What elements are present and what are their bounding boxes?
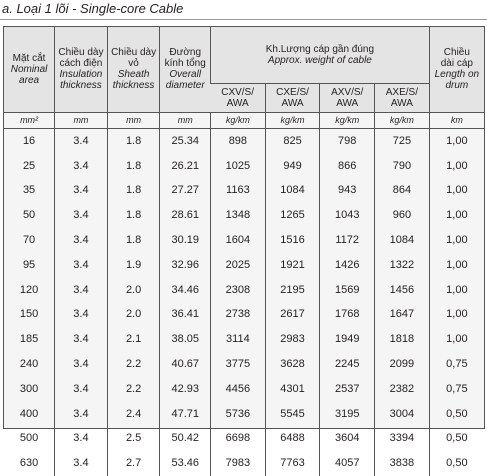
table-row (4, 128, 484, 153)
table-cell: 3.4 (55, 128, 108, 153)
table-cell: 949 (265, 153, 320, 178)
table-cell: 47.71 (160, 401, 211, 426)
table-cell: 150 (19, 308, 39, 321)
table-cell: 7763 (265, 451, 320, 476)
table-cell: 2.2 (107, 352, 160, 377)
table-cell: 1172 (320, 228, 375, 253)
table-cell: 2.1 (107, 327, 160, 352)
table-cell: 3.4 (55, 178, 108, 203)
table-row (4, 203, 484, 228)
table-row (4, 426, 484, 451)
table-row (4, 401, 484, 426)
table-cell: 1043 (320, 203, 375, 228)
table-row (4, 327, 484, 352)
unit-cell: kg/km (265, 112, 320, 128)
table-cell: 26.21 (160, 153, 211, 178)
unit-cell: kg/km (211, 112, 266, 128)
header-axe-l1: AXE/S/ (385, 86, 419, 98)
table-cell: 3.4 (55, 327, 108, 352)
header-nominal-area-en2: area (19, 74, 40, 86)
table-row (4, 302, 484, 327)
table-cell: 825 (265, 128, 320, 153)
table-cell: 34.46 (160, 277, 211, 302)
table-cell: 6488 (265, 426, 320, 451)
table-cell: 1348 (211, 203, 266, 228)
table-cell: 1,00 (429, 178, 484, 203)
table-cell: 3628 (265, 352, 320, 377)
table-cell: 1,00 (429, 203, 484, 228)
table-row (4, 228, 484, 253)
table-row (4, 451, 484, 476)
header-diameter-vi1: Đường (169, 47, 202, 59)
table-cell: 32.96 (160, 252, 211, 277)
table-cell: 2.4 (107, 401, 160, 426)
unit-cell: kg/km (375, 112, 430, 128)
table-cell: 3.4 (55, 153, 108, 178)
table-cell: 25 (22, 159, 36, 172)
table-cell: 0,75 (429, 352, 484, 377)
header-length-vi1: Chiều (443, 47, 470, 59)
header-cxv-l2: AWA (226, 97, 249, 109)
header-sheath-thickness (107, 27, 160, 112)
table-cell: 185 (19, 333, 39, 346)
table-cell: 898 (211, 128, 266, 153)
table-cell: 2.5 (107, 426, 160, 451)
table-cell: 3394 (375, 426, 430, 451)
header-nominal-area (4, 27, 55, 112)
header-sheath-en1: Sheath (117, 69, 150, 81)
table-cell: 1,00 (429, 153, 484, 178)
table-cell: 27.27 (160, 178, 211, 203)
table-cell: 1.8 (107, 153, 160, 178)
table-cell: 0,50 (429, 426, 484, 451)
unit-cell: mm (160, 112, 211, 128)
header-nominal-area-en1: Nominal (10, 63, 48, 75)
table-cell: 1818 (375, 327, 430, 352)
table-cell: 3.4 (55, 203, 108, 228)
table-cell: 3.4 (55, 302, 108, 327)
table-cell: 0,75 (429, 376, 484, 401)
table-row (4, 153, 484, 178)
header-cxv-l1: CXV/S/ (221, 86, 255, 98)
table-cell: 1084 (375, 228, 430, 253)
table-cell: 1,00 (429, 228, 484, 253)
table-cell: 2.7 (107, 451, 160, 476)
table-cell: 1456 (375, 277, 430, 302)
header-diameter-vi2: kính tổng (164, 58, 206, 70)
table-cell: 1,00 (429, 302, 484, 327)
table-cell: 1768 (320, 302, 375, 327)
table-cell: 864 (375, 178, 430, 203)
table-cell: 3.4 (55, 451, 108, 476)
table-cell: 240 (19, 358, 39, 371)
table-cell: 3.4 (55, 401, 108, 426)
header-cxe-l2: AWA (281, 97, 304, 109)
header-insulation-thickness (55, 27, 108, 112)
table-cell: 1.9 (107, 252, 160, 277)
table-row (4, 352, 484, 377)
table-cell: 16 (22, 134, 36, 147)
header-length-vi2: dài cáp (440, 58, 473, 70)
unit-cell: mm (55, 112, 108, 128)
table-cell: 3.4 (55, 426, 108, 451)
table-title: a. Loại 1 lõi - Single-core Cable (2, 1, 184, 16)
table-cell: 1,00 (429, 252, 484, 277)
table-cell: 790 (375, 153, 430, 178)
header-weight-vi: Kh.Lượng cáp gần đúng (265, 43, 375, 55)
header-nominal-area-vi: Mặt cắt (12, 52, 46, 64)
table-cell: 2983 (265, 327, 320, 352)
table-cell: 1084 (265, 178, 320, 203)
table-cell: 1265 (265, 203, 320, 228)
table-cell: 28.61 (160, 203, 211, 228)
table-row (4, 178, 484, 203)
header-cxv-s-awa (211, 83, 266, 112)
header-approx-weight (211, 27, 430, 83)
table-cell: 1322 (375, 252, 430, 277)
header-axe-l2: AWA (390, 97, 413, 109)
header-axv-s-awa (320, 83, 375, 112)
header-sheath-en2: thickness (112, 80, 155, 92)
table-cell: 1,00 (429, 128, 484, 153)
table-cell: 1,00 (429, 277, 484, 302)
table-cell: 36.41 (160, 302, 211, 327)
table-cell: 3.4 (55, 228, 108, 253)
header-cxe-s-awa (265, 83, 320, 112)
data-rows (4, 128, 484, 476)
table-cell: 1516 (265, 228, 320, 253)
table-cell: 2245 (320, 352, 375, 377)
table-cell: 1426 (320, 252, 375, 277)
table-cell: 2308 (211, 277, 266, 302)
header-length-on-drum (429, 27, 484, 112)
table-cell: 1163 (211, 178, 266, 203)
table-cell: 1025 (211, 153, 266, 178)
table-cell: 3.4 (55, 252, 108, 277)
spec-table (4, 27, 484, 476)
header-weight-en: Approx. weight of cable (267, 54, 372, 66)
table-cell: 2.2 (107, 376, 160, 401)
unit-cell: mm (107, 112, 160, 128)
table-cell: 5545 (265, 401, 320, 426)
table-cell: 725 (375, 128, 430, 153)
table-cell: 35 (22, 184, 36, 197)
table-cell: 2617 (265, 302, 320, 327)
table-cell: 1,00 (429, 327, 484, 352)
header-cxe-l1: CXE/S/ (276, 86, 309, 98)
table-cell: 42.93 (160, 376, 211, 401)
table-row (4, 252, 484, 277)
table-cell: 4301 (265, 376, 320, 401)
table-cell: 0,50 (429, 451, 484, 476)
table-cell: 2.0 (107, 302, 160, 327)
header-sheath-vi2: vỏ (128, 58, 139, 70)
header-insulation-en1: Insulation (59, 69, 103, 81)
table-cell: 960 (375, 203, 430, 228)
table-cell: 7983 (211, 451, 266, 476)
table-cell: 0,50 (429, 401, 484, 426)
header-length-en2: drum (445, 80, 469, 92)
table-cell: 4057 (320, 451, 375, 476)
table-row (4, 277, 484, 302)
table-cell: 3604 (320, 426, 375, 451)
table-cell: 2537 (320, 376, 375, 401)
table-cell: 4456 (211, 376, 266, 401)
header-insulation-vi2: cách điện (59, 58, 103, 70)
table-cell: 1.8 (107, 228, 160, 253)
table-cell: 500 (19, 432, 39, 445)
table-cell: 3.4 (55, 376, 108, 401)
table-cell: 1.8 (107, 128, 160, 153)
header-overall-diameter (160, 27, 211, 112)
table-cell: 798 (320, 128, 375, 153)
table-cell: 3004 (375, 401, 430, 426)
table-cell: 53.46 (160, 451, 211, 476)
table-cell: 1.8 (107, 178, 160, 203)
header-length-en1: Length on (434, 69, 480, 81)
table-cell: 30.19 (160, 228, 211, 253)
table-cell: 2099 (375, 352, 430, 377)
table-cell: 1604 (211, 228, 266, 253)
table-cell: 400 (19, 407, 39, 420)
table-cell: 38.05 (160, 327, 211, 352)
table-cell: 3775 (211, 352, 266, 377)
header-axv-l2: AWA (336, 97, 359, 109)
table-cell: 6698 (211, 426, 266, 451)
header-insulation-vi1: Chiều dày (58, 47, 104, 59)
cable-spec-table (3, 26, 485, 470)
table-cell: 5736 (211, 401, 266, 426)
table-cell: 943 (320, 178, 375, 203)
header-axv-l1: AXV/S/ (331, 86, 364, 98)
title-divider (0, 19, 487, 20)
table-cell: 300 (19, 382, 39, 395)
table-cell: 40.67 (160, 352, 211, 377)
table-cell: 3114 (211, 327, 266, 352)
table-row (4, 376, 484, 401)
header-diameter-en2: diameter (165, 80, 205, 92)
table-cell: 2.0 (107, 277, 160, 302)
table-cell: 50.42 (160, 426, 211, 451)
header-insulation-en2: thickness (60, 80, 102, 92)
table-cell: 1.8 (107, 203, 160, 228)
unit-cell: km (429, 112, 484, 128)
unit-cell: mm² (4, 112, 55, 128)
table-cell: 2382 (375, 376, 430, 401)
table-cell: 1647 (375, 302, 430, 327)
header-diameter-en1: Overall (169, 69, 202, 81)
table-cell: 866 (320, 153, 375, 178)
table-cell: 2195 (265, 277, 320, 302)
table-cell: 630 (19, 457, 39, 470)
units-row (4, 112, 484, 128)
table-cell: 120 (19, 283, 39, 296)
table-cell: 2025 (211, 252, 266, 277)
table-cell: 25.34 (160, 128, 211, 153)
table-cell: 95 (22, 258, 36, 271)
unit-cell: kg/km (320, 112, 375, 128)
table-cell: 1949 (320, 327, 375, 352)
header-axe-s-awa (375, 83, 430, 112)
table-cell: 3.4 (55, 352, 108, 377)
table-cell: 3195 (320, 401, 375, 426)
table-cell: 2738 (211, 302, 266, 327)
table-cell: 3838 (375, 451, 430, 476)
table-cell: 70 (22, 234, 36, 247)
table-cell: 3.4 (55, 277, 108, 302)
table-cell: 1569 (320, 277, 375, 302)
table-cell: 50 (22, 209, 36, 222)
table-cell: 1921 (265, 252, 320, 277)
header-sheath-vi1: Chiều dày (111, 47, 157, 59)
